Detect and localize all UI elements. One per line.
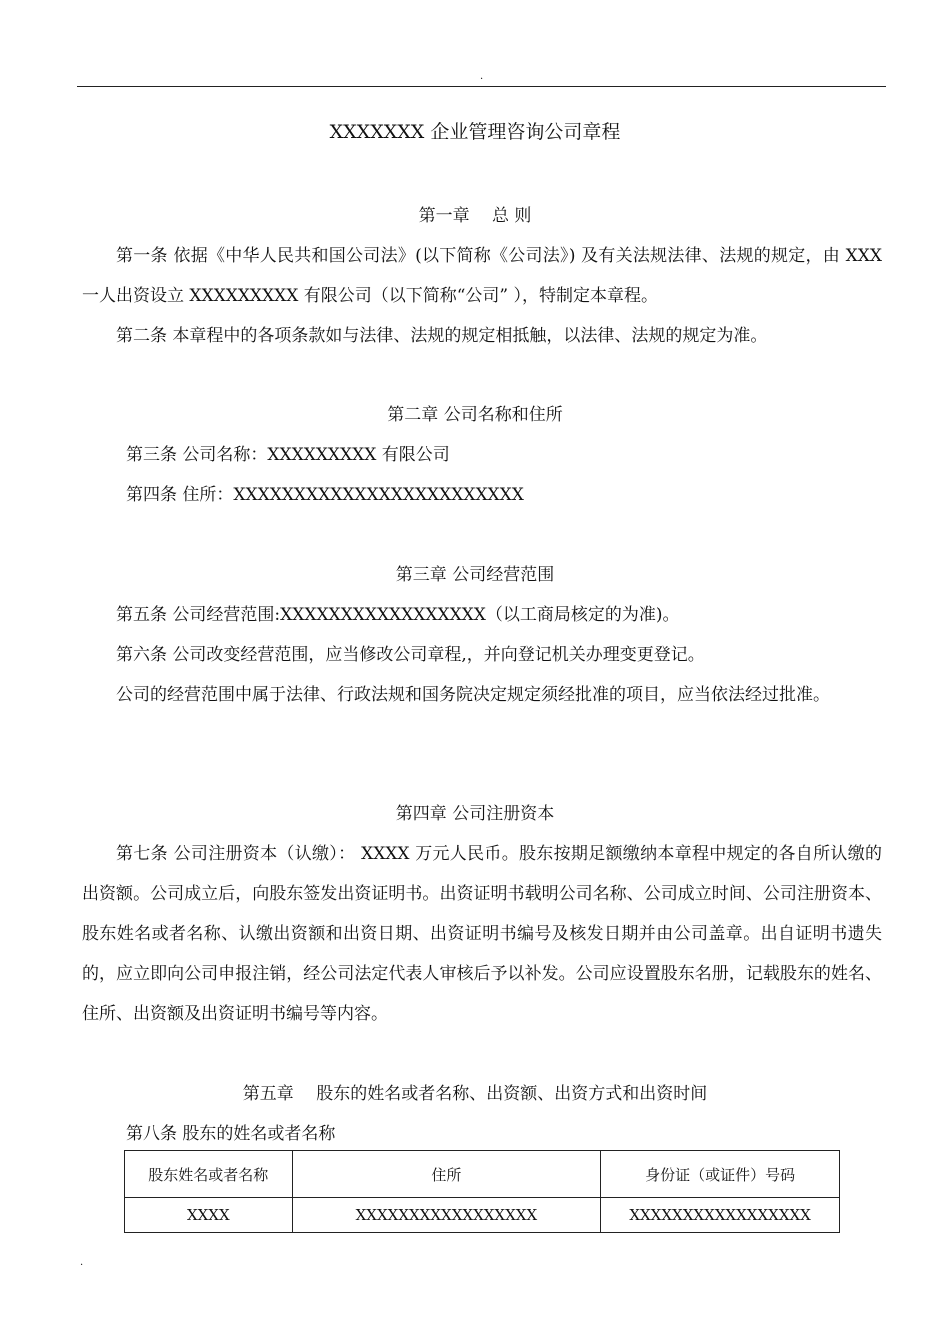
business-scope-note: 公司的经营范围中属于法律、行政法规和国务院决定规定须经批准的项目，应当依法经过批准。 xyxy=(116,685,830,705)
article-1: 第一条 依据《中华人民共和国公司法》(以下简称《公司法》) 及有关法规法律、法规的规定，由 XXX 一人出资设立 XXXXXXXXX 有限公司（以下简称“公司” ），特制定本章程。 xyxy=(82,246,882,306)
table-cell: XXXXXXXXXXXXXXXXX xyxy=(601,1198,840,1233)
footer-mark: . xyxy=(80,1257,84,1268)
article-6: 第六条 公司改变经营范围，应当修改公司章程,，并向登记机关办理变更登记。 xyxy=(116,645,705,665)
header-rule xyxy=(77,86,886,87)
article-8: 第八条 股东的姓名或者名称 xyxy=(126,1124,336,1144)
column-header: 住所 xyxy=(292,1151,601,1198)
chapter-4-heading: 第四章 公司注册资本 xyxy=(395,804,555,824)
header-mark: . xyxy=(480,71,484,82)
article-7: 第七条 公司注册资本（认缴）： XXXX 万元人民币。股东按期足额缴纳本章程中规定的各自所认缴的出资额。公司成立后，向股东签发出资证明书。出资证明书载明公司名称、公司成立时间、公司注册资本、股东姓名或者名称、认缴出资额和出资日期、出资证明书编号及核发日期并由公司盖章。出自证明书遗失的，应立即向公司申报注销，经公司法定代表人审核后予以补发。公司应设置股东名册，记载股东的姓名、住所、出资额及出资证明书编号等内容。 xyxy=(82,844,882,1024)
table-header-row xyxy=(125,1151,840,1198)
column-header: 股东姓名或者名称 xyxy=(125,1151,293,1198)
article-3: 第三条 公司名称：XXXXXXXXX 有限公司 xyxy=(126,445,450,465)
table-cell: XXXXXXXXXXXXXXXXX xyxy=(292,1198,601,1233)
document-title: XXXXXXX 企业管理咨询公司章程 xyxy=(329,121,621,143)
chapter-3-heading: 第三章 公司经营范围 xyxy=(395,565,555,585)
column-header: 身份证（或证件）号码 xyxy=(601,1151,840,1198)
article-4: 第四条 住所：XXXXXXXXXXXXXXXXXXXXXXXX xyxy=(126,485,524,505)
shareholder-table xyxy=(124,1150,840,1233)
chapter-1-heading: 第一章 总 则 xyxy=(418,206,532,226)
table-row xyxy=(125,1198,840,1233)
chapter-2-heading: 第二章 公司名称和住所 xyxy=(387,405,563,425)
article-2: 第二条 本章程中的各项条款如与法律、法规的规定相抵触，以法律、法规的规定为准。 xyxy=(116,326,768,346)
chapter-5-heading: 第五章 股东的姓名或者名称、出资额、出资方式和出资时间 xyxy=(242,1084,708,1104)
article-5: 第五条 公司经营范围:XXXXXXXXXXXXXXXXX（以工商局核定的为准)。 xyxy=(116,605,680,625)
table-cell: XXXX xyxy=(125,1198,293,1233)
